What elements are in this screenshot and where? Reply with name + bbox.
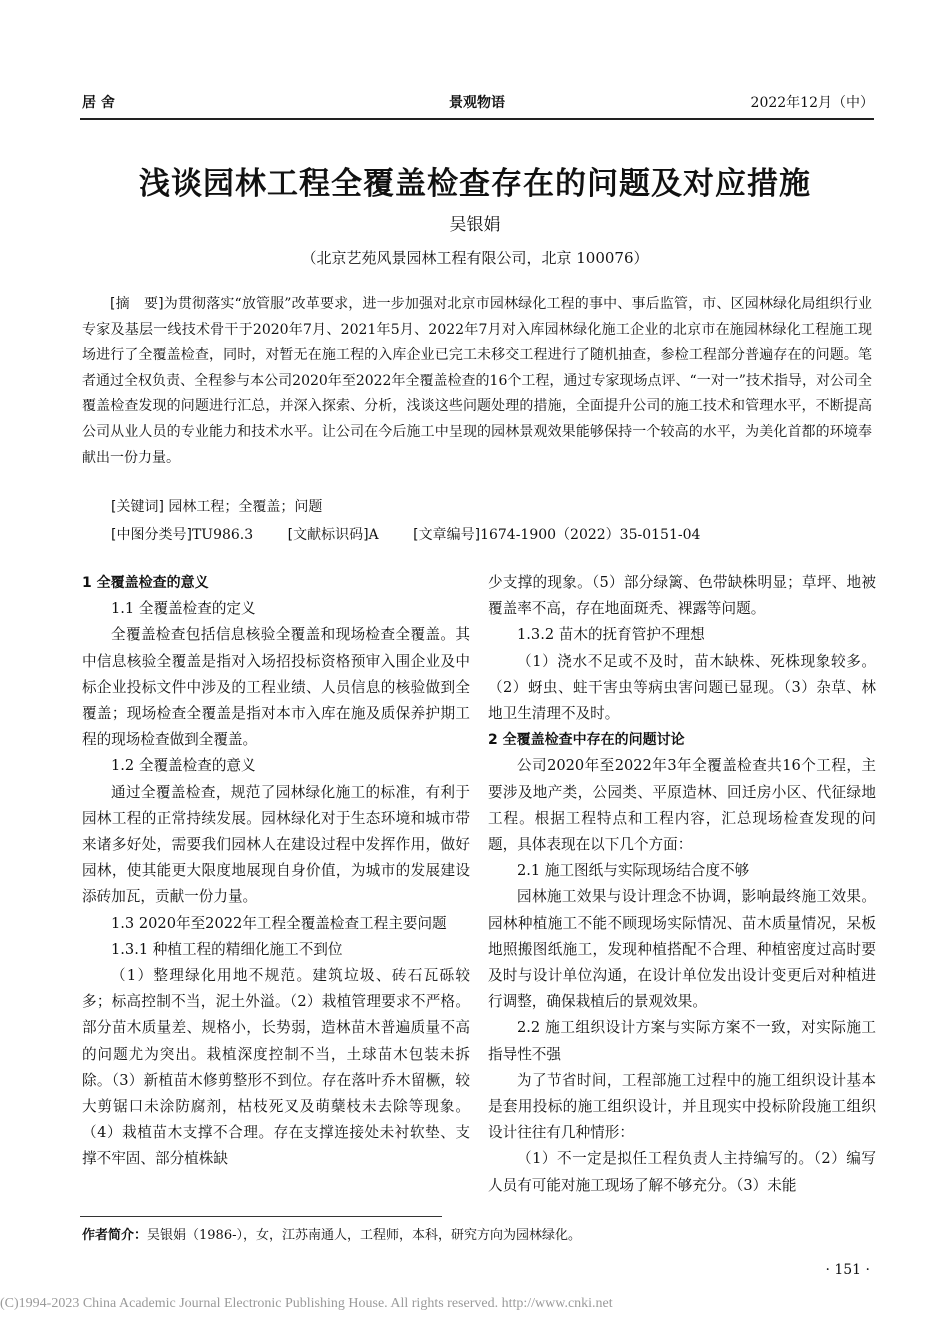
paragraph: 公司2020年至2022年3年全覆盖检查共16个工程，主要涉及地产类，公园类、平原造林、回迁房小区、代征绿地工程。根据工程特点和工程内容，汇总现场检查发现的问题，具体表现在以下几个方面： [488, 757, 876, 854]
classification-line [111, 524, 730, 544]
subsection-heading: 1.2 全覆盖检查的意义 [111, 757, 256, 775]
header-column-name: 景观物语 [449, 95, 505, 111]
doc-code-value: A [368, 527, 379, 543]
subsection-heading: 1.3 2020年至2022年工程全覆盖检查工程主要问题 [111, 914, 447, 932]
abstract-text: 为贯彻落实“放管服”改革要求，进一步加强对北京市园林绿化工程的事中、事后监管，市、区园林绿化局组织行业专家及基层一线技术骨干于2020年7月、2021年5月、2022年7月对入库园林绿化施工企业的北京市在施园林绿化工程施工现场进行了全覆盖检查，同时，对暂无在施工程的入库企业已完工未移交工程进行了随机抽查，参检工程部分普遍存在的问题。笔者通过全权负责、全程参与本公司2020年至2022年全覆盖检查的16个工程，通过专家现场点评、“一对一”技术指导，对公司全覆盖检查发现的问题进行汇总，并深入探索、分析，浅谈这些问题处理的措施，全面提升公司的施工技术和管理水平，不断提高公司从业人员的专业能力和技术水平。让公司在今后施工中呈现的园林景观效果能够保持一个较高的水平，为美化首都的环境奉献出一份力量。 [82, 296, 872, 466]
footnote-label: 作者简介： [82, 1228, 148, 1243]
keywords [111, 496, 322, 516]
paragraph: （1）不一定是拟任工程负责人主持编写的。（2）编写人员有可能对施工现场了解不够充分。（3）未能 [488, 1150, 876, 1194]
running-header [80, 92, 874, 118]
subsection-heading: 1.1 全覆盖检查的定义 [111, 600, 256, 618]
abstract [82, 292, 872, 471]
subsection-heading: 2.2 施工组织设计方案与实际方案不一致，对实际施工指导性不强 [488, 1019, 876, 1063]
header-issue-date: 2022年12月（中） [750, 95, 874, 111]
keywords-text: 园林工程；全覆盖；问题 [168, 499, 323, 515]
paragraph: 通过全覆盖检查，规范了园林绿化施工的标准，有利于园林工程的正常持续发展。园林绿化对于生态环境和城市带来诸多好处，需要我们园林人在建设过程中发挥作用，做好园林，使其能更大限度地展现自身价值，为城市的发展建设添砖加瓦，贡献一份力量。 [82, 783, 470, 906]
author-affiliation: （北京艺苑风景园林工程有限公司，北京 100076） [301, 249, 649, 267]
header-rule [80, 118, 874, 120]
footnote-rule [80, 1216, 442, 1217]
header-section: 居 舍 [82, 95, 115, 111]
copyright-watermark: (C)1994-2023 China Academic Journal Electronic Publishing House. All rights reserved. http://www.cnki.net [0, 1296, 613, 1311]
clc-value: TU986.3 [191, 527, 254, 543]
article-no-value: 1674-1900（2022）35-0151-04 [480, 527, 701, 543]
paragraph: 全覆盖检查包括信息核验全覆盖和现场检查全覆盖。其中信息核验全覆盖是指对入场招投标资格预审入围企业及中标企业投标文件中涉及的工程业绩、人员信息的核验做到全覆盖；现场检查全覆盖是指对本市入库在施及质保养护期工程的现场检查做到全覆盖。 [82, 626, 470, 749]
section-heading: 1 全覆盖检查的意义 [82, 575, 209, 591]
author-name: 吴银娟 [449, 215, 501, 235]
subsection-heading: 1.3.2 苗木的抚育管护不理想 [517, 626, 705, 644]
abstract-label: [摘 要] [110, 296, 164, 312]
paragraph: （1）整理绿化用地不规范。建筑垃圾、砖石瓦砾较多；标高控制不当，泥土外溢。（2）栽植管理要求不严格。部分苗木质量差、规格小，长势弱，造林苗木普遍质量不高的问题尤为突出。栽植深度控制不当，土球苗木包装未拆除。（3）新植苗木修剪整形不到位。存在落叶乔木留橛，较大剪锯口未涂防腐剂，枯枝死叉及萌蘖枝未去除等现象。（4）栽植苗木支撑不合理。存在支撑连接处未衬软垫、支撑不牢固、部分植株缺 [82, 967, 470, 1168]
subsection-heading: 1.3.1 种植工程的精细化施工不到位 [111, 940, 343, 958]
subsection-heading: 2.1 施工图纸与实际现场结合度不够 [517, 862, 750, 880]
article-title: 浅谈园林工程全覆盖检查存在的问题及对应措施 [139, 166, 811, 202]
keywords-label: [关键词] [111, 499, 164, 515]
left-column [82, 570, 470, 1173]
author-bio-footnote [82, 1224, 581, 1243]
paragraph: 为了节省时间，工程部施工过程中的施工组织设计基本是套用投标的施工组织设计，并且现实中投标阶段施工组织设计往往有几种情形： [488, 1071, 876, 1142]
footnote-text: 吴银娟（1986-），女，江苏南通人，工程师，本科，研究方向为园林绿化。 [147, 1228, 581, 1243]
article-no-label: [文章编号] [413, 527, 481, 543]
clc-label: [中图分类号] [111, 527, 192, 543]
page-number: · 151 · [825, 1262, 870, 1278]
section-heading: 2 全覆盖检查中存在的问题讨论 [488, 732, 685, 749]
paragraph: （1）浇水不足或不及时，苗木缺株、死株现象较多。（2）蚜虫、蛀干害虫等病虫害问题已显现。（3）杂草、林地卫生清理不及时。 [488, 652, 876, 723]
paragraph-continued: 少支撑的现象。（5）部分绿篱、色带缺株明显；草坪、地被覆盖率不高，存在地面斑秃、裸露等问题。 [488, 574, 876, 618]
doc-code-label: [文献标识码] [287, 527, 369, 543]
right-column [488, 570, 876, 1199]
paragraph: 园林施工效果与设计理念不协调，影响最终施工效果。园林种植施工不能不顾现场实际情况、苗木质量情况，呆板地照搬图纸施工，发现种植搭配不合理、种植密度过高时要及时与设计单位沟通，在设计单位发出设计变更后对种植进行调整，确保栽植后的景观效果。 [488, 888, 876, 1011]
